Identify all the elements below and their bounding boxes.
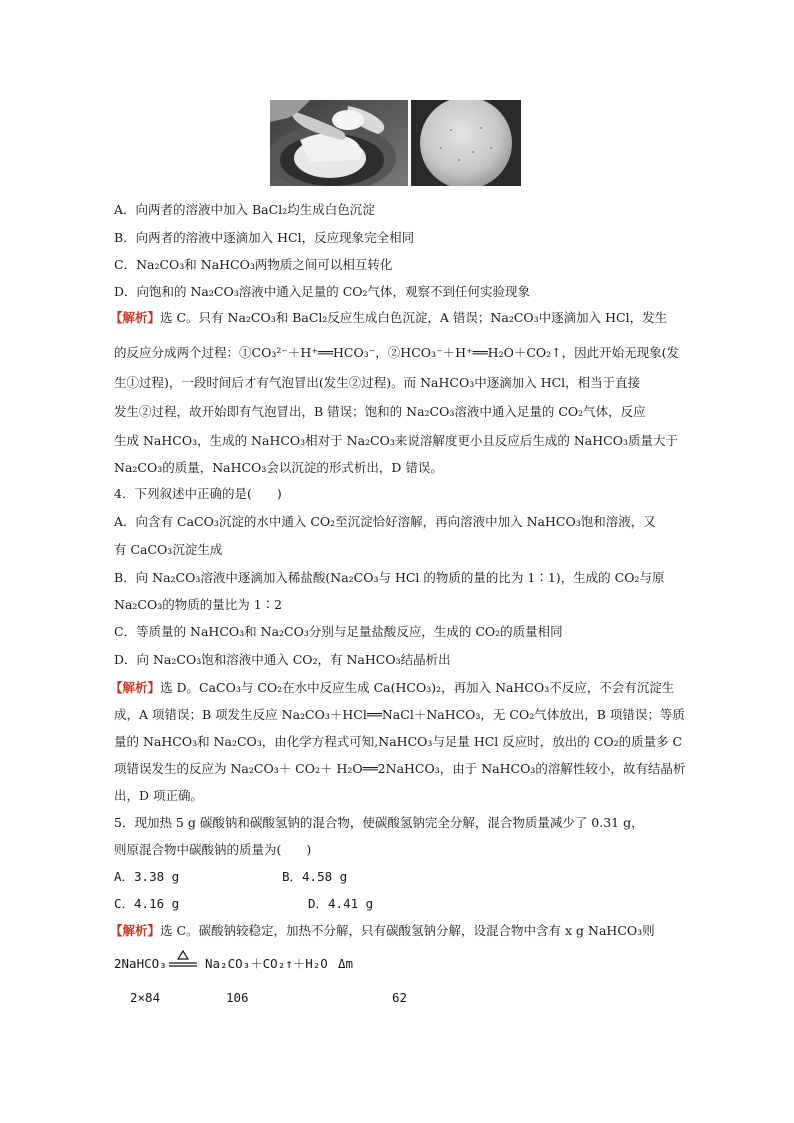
equation-reactant: 2NaHCO₃ — [114, 956, 167, 971]
equation-delta: Δm — [338, 956, 354, 971]
q3-option-d: D．向饱和的 Na₂CO₃溶液中通入足量的 CO₂气体，观察不到任何实验现象 — [114, 284, 531, 299]
q3-option-a: A．向两者的溶液中加入 BaCl₂均生成白色沉淀 — [114, 202, 375, 217]
analysis-tag: 【解析】 — [110, 923, 161, 938]
q4-analysis-line: 成，A 项错误；B 项发生反应 Na₂CO₃＋HCl══NaCl＋NaHCO₃，无 CO₂气体放出，B 项错误；等质 — [114, 707, 685, 722]
q4-option-b: B．向 Na₂CO₃溶液中逐滴加入稀盐酸(Na₂CO₃与 HCl 的物质的量的比为 1∶1)，生成的 CO₂与原 — [114, 570, 665, 585]
q3-analysis-line: 【解析】选 C。只有 Na₂CO₃和 BaCl₂反应生成白色沉淀，A 错误；Na₂CO₃中逐滴加入 HCl，发生 — [110, 310, 668, 325]
q4-option-c: C．等质量的 NaHCO₃和 Na₂CO₃分别与足量盐酸反应，生成的 CO₂的质量相同 — [114, 624, 563, 639]
coef-product: 106 — [226, 990, 249, 1005]
q5-analysis-line: 【解析】选 C。碳酸钠较稳定，加热不分解，只有碳酸氢钠分解，设混合物中含有 x g NaHCO₃则 — [110, 923, 655, 938]
figure-photos — [270, 100, 521, 186]
coef-delta: 62 — [392, 990, 408, 1005]
q5-stem-cont: 则原混合物中碳酸钠的质量为( ) — [114, 842, 312, 857]
q4-analysis-line: 项错误发生的反应为 Na₂CO₃＋ CO₂＋ H₂O══2NaHCO₃，由于 NaHCO₃的溶解性较小，故有结晶析 — [114, 761, 686, 776]
q3-analysis-line: Na₂CO₃的质量，NaHCO₃会以沉淀的形式析出，D 错误。 — [114, 460, 443, 475]
analysis-tag: 【解析】 — [110, 310, 161, 325]
q4-analysis-line: 出，D 项正确。 — [114, 788, 203, 803]
q4-option-d: D．向 Na₂CO₃饱和溶液中通入 CO₂，有 NaHCO₃结晶析出 — [114, 652, 451, 667]
q4-analysis-line: 量的 NaHCO₃和 Na₂CO₃，由化学方程式可知,NaHCO₃与足量 HCl 反应时，放出的 CO₂的质量多 C — [114, 734, 683, 749]
equation-products: Na₂CO₃＋CO₂↑＋H₂O — [205, 956, 328, 971]
q5-option-a: A．3.38 g — [114, 869, 180, 884]
analysis-tag: 【解析】 — [110, 680, 161, 695]
photo-risen-dough — [411, 100, 521, 186]
q3-analysis-line: 的反应分成两个过程：①CO₃²⁻＋H⁺══HCO₃⁻，②HCO₃⁻＋H⁺══H₂O＋CO₂↑，因此开始无现象(发 — [114, 345, 680, 360]
q3-option-c: C．Na₂CO₃和 NaHCO₃两物质之间可以相互转化 — [114, 257, 393, 272]
q5-option-d: D．4.41 g — [308, 896, 374, 911]
photo-kneading-dough — [270, 100, 408, 186]
heat-delta-icon — [168, 950, 198, 970]
q4-option-a: A．向含有 CaCO₃沉淀的水中通入 CO₂至沉淀恰好溶解，再向溶液中加入 NaHCO₃饱和溶液，又 — [114, 514, 656, 529]
q5-option-c: C．4.16 g — [114, 896, 180, 911]
coef-reactant: 2×84 — [130, 990, 161, 1005]
q4-option-a-cont: 有 CaCO₃沉淀生成 — [114, 542, 223, 557]
q3-analysis-line: 生成 NaHCO₃，生成的 NaHCO₃相对于 Na₂CO₃来说溶解度更小且反应后生成的 NaHCO₃质量大于 — [114, 433, 678, 448]
q4-option-b-cont: Na₂CO₃的物质的量比为 1∶2 — [114, 597, 283, 612]
q5-option-b: B．4.58 g — [282, 869, 348, 884]
q4-analysis-line: 【解析】选 D。CaCO₃与 CO₂在水中反应生成 Ca(HCO₃)₂，再加入 NaHCO₃不反应，不会有沉淀生 — [110, 680, 675, 695]
q3-analysis-line: 生①过程)，一段时间后才有气泡冒出(发生②过程)。而 NaHCO₃中逐滴加入 HCl，相当于直接 — [114, 375, 641, 390]
q4-stem: 4．下列叙述中正确的是( ) — [114, 486, 282, 501]
q3-analysis-line: 发生②过程，故开始即有气泡冒出，B 错误；饱和的 Na₂CO₃溶液中通入足量的 CO₂气体，反应 — [114, 404, 646, 419]
q5-stem: 5．现加热 5 g 碳酸钠和碳酸氢钠的混合物，使碳酸氢钠完全分解，混合物质量减少了 0.31 g， — [114, 815, 644, 830]
q3-option-b: B．向两者的溶液中逐滴加入 HCl，反应现象完全相同 — [114, 230, 415, 245]
